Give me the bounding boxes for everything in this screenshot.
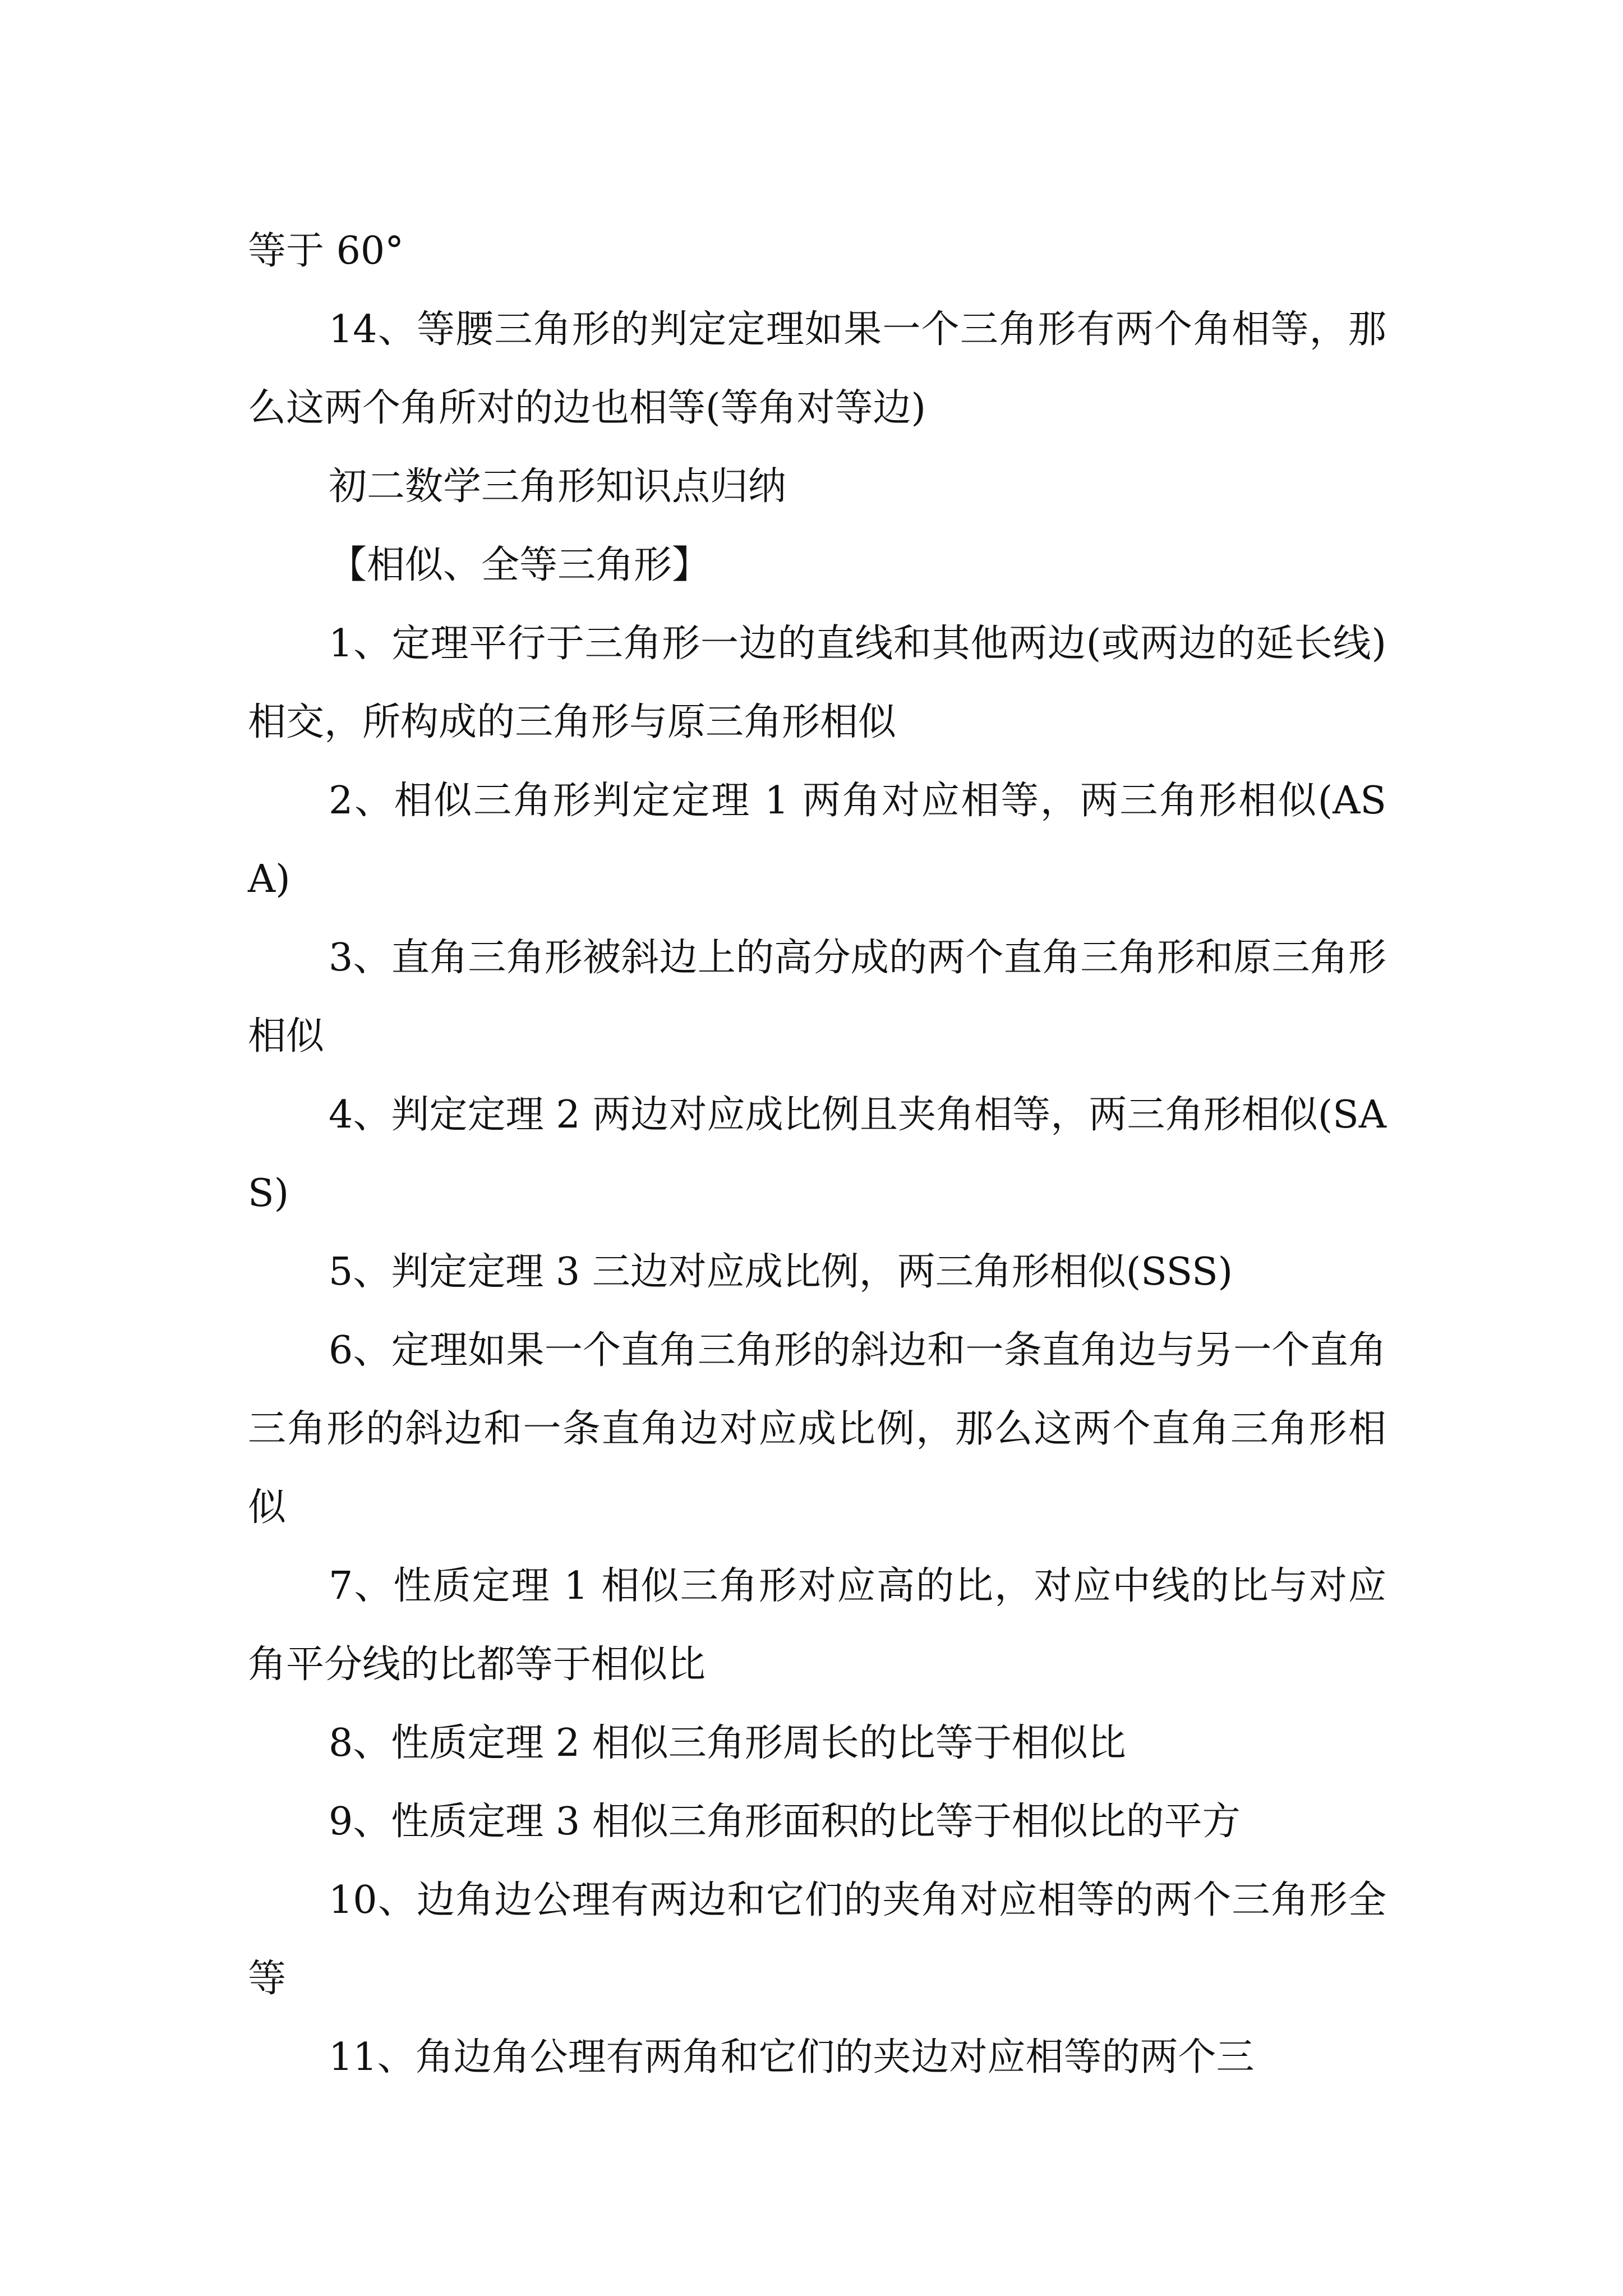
- document-body: [248, 212, 1386, 2097]
- paragraph-continuation: 等于 60°: [248, 229, 404, 273]
- paragraph-item-5: 5、判定定理 3 三边对应成比例，两三角形相似(SSS): [329, 1250, 1233, 1294]
- paragraph-item-8: 8、性质定理 2 相似三角形周长的比等于相似比: [329, 1721, 1126, 1765]
- section-title: 初二数学三角形知识点归纳: [329, 464, 787, 509]
- paragraph-item-3: 3、直角三角形被斜边上的高分成的两个直角三角形和原三角形相似: [248, 936, 1386, 1059]
- paragraph-item-4: 4、判定定理 2 两边对应成比例且夹角相等，两三角形相似(SAS): [248, 1093, 1386, 1216]
- paragraph-item-7: 7、性质定理 1 相似三角形对应高的比，对应中线的比与对应角平分线的比都等于相似比: [248, 1564, 1386, 1687]
- paragraph-item-9: 9、性质定理 3 相似三角形面积的比等于相似比的平方: [329, 1800, 1241, 1844]
- paragraph-item-2: 2、相似三角形判定定理 1 两角对应相等，两三角形相似(ASA): [248, 779, 1386, 901]
- paragraph-theorem-14: 14、等腰三角形的判定定理如果一个三角形有两个角相等，那么这两个角所对的边也相等(等角对等边): [248, 307, 1386, 430]
- section-subtitle: 【相似、全等三角形】: [329, 543, 711, 587]
- paragraph-item-11: 11、角边角公理有两角和它们的夹边对应相等的两个三: [329, 2035, 1255, 2079]
- paragraph-item-10: 10、边角边公理有两边和它们的夹角对应相等的两个三角形全等: [248, 1878, 1386, 2001]
- paragraph-item-6: 6、定理如果一个直角三角形的斜边和一条直角边与另一个直角三角形的斜边和一条直角边对应成比例，那么这两个直角三角形相似: [248, 1328, 1386, 1530]
- paragraph-item-1: 1、定理平行于三角形一边的直线和其他两边(或两边的延长线)相交，所构成的三角形与原三角形相似: [248, 622, 1386, 744]
